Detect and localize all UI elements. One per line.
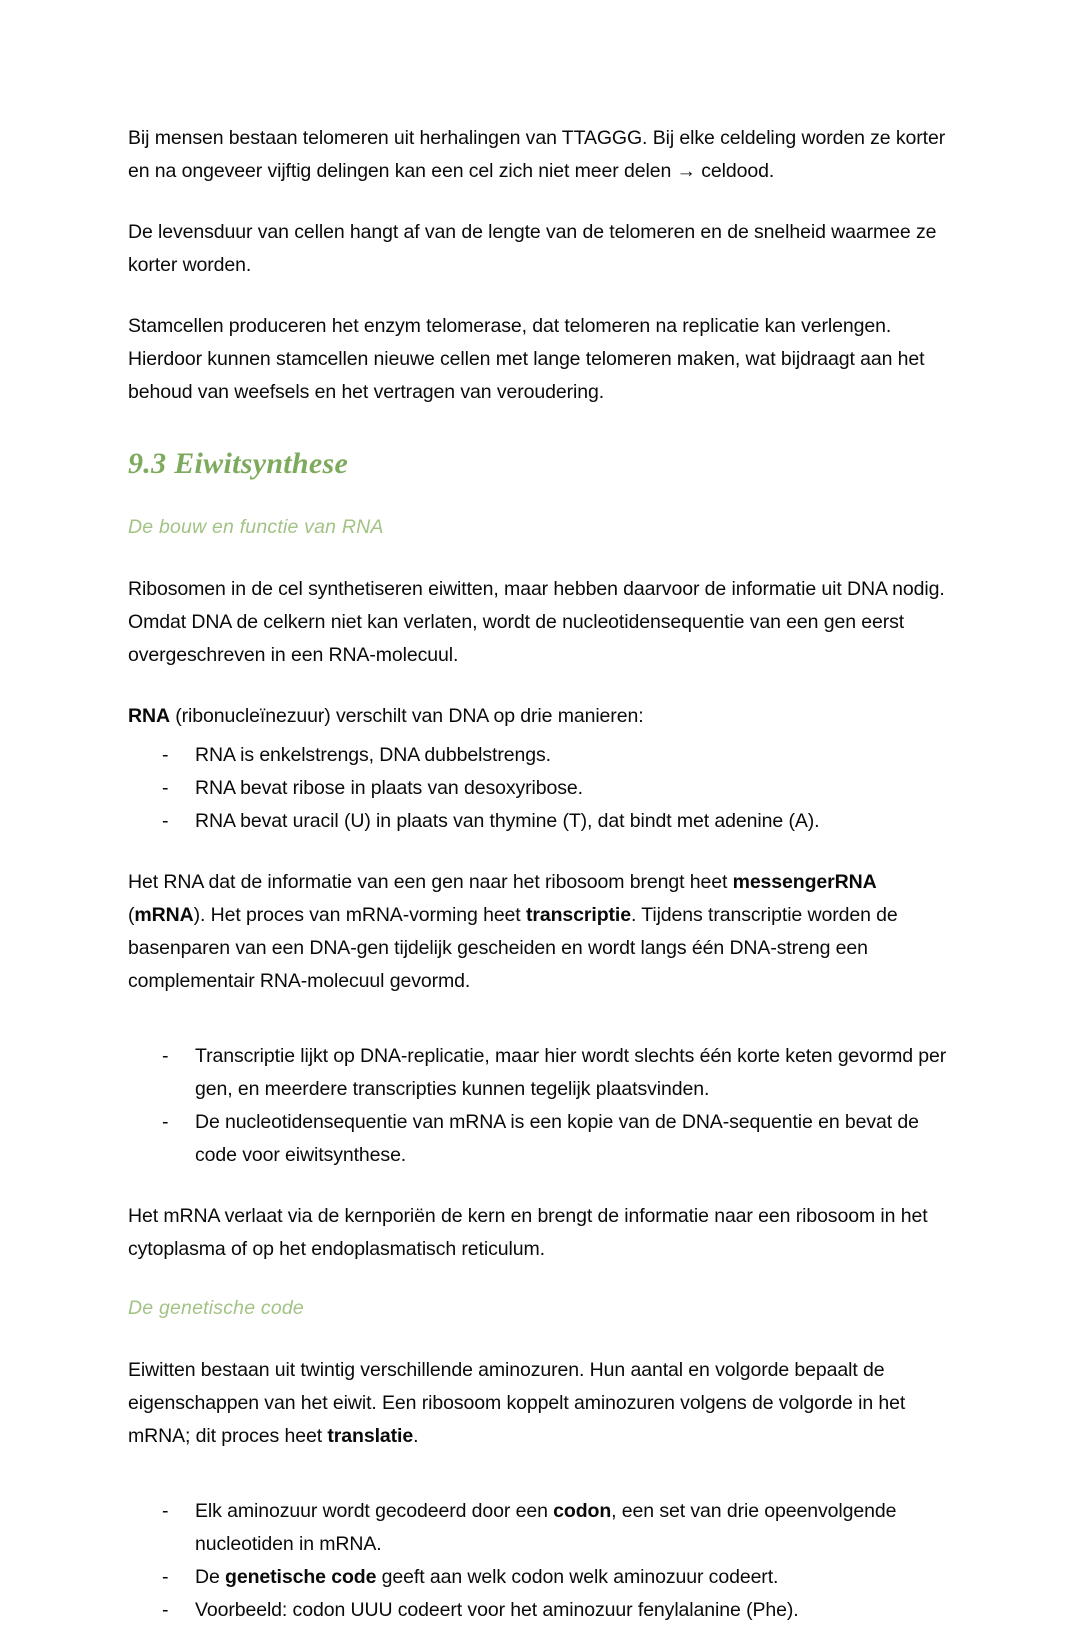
text-segment: De — [195, 1566, 226, 1588]
list-item — [162, 1106, 950, 1172]
list-marker-dash-icon: - — [162, 1045, 169, 1067]
paragraph-eiwitten-aminozuren — [128, 1354, 950, 1453]
text-segment: geeft aan welk codon welk aminozuur codeert. — [376, 1566, 779, 1588]
paragraph-messengerrna-transcriptie — [128, 866, 950, 998]
list-item-label: RNA bevat ribose in plaats van desoxyribose. — [195, 777, 583, 799]
paragraph-levensduur-cellen: De levensduur van cellen hangt af van de lengte van de telomeren en de snelheid waarmee ze korter worden. — [128, 221, 937, 276]
list-item-label: RNA is enkelstrengs, DNA dubbelstrengs. — [195, 744, 551, 766]
list-genetische-code-punten — [128, 1495, 950, 1627]
list-item — [162, 1594, 950, 1627]
list-item — [162, 1495, 950, 1561]
list-item — [162, 1040, 950, 1106]
paragraph-telomeren-herhalingen: Bij mensen bestaan telomeren uit herhalingen van TTAGGG. Bij elke celdeling worden ze korter en na ongeveer vijftig delingen kan een cel zich niet meer delen → celdood. — [128, 127, 946, 182]
list-rna-verschillen — [128, 739, 950, 838]
list-item-label: De nucleotidensequentie van mRNA is een kopie van de DNA-sequentie en bevat de code voor eiwitsynthese. — [195, 1111, 919, 1166]
list-marker-dash-icon: - — [162, 1500, 169, 1522]
paragraph-ribosomen-synthetiseren: Ribosomen in de cel synthetiseren eiwitten, maar hebben daarvoor de informatie uit DNA nodig. Omdat DNA de celkern niet kan verlaten, wordt de nucleotidensequentie van een gen eerst overgeschreven in een RNA-molecuul. — [128, 578, 945, 666]
list-item — [162, 739, 950, 772]
document-content-column — [128, 122, 950, 1627]
spacer — [128, 1026, 950, 1040]
list-marker-dash-icon: - — [162, 810, 169, 832]
list-item — [162, 772, 950, 805]
text-segment: Het RNA dat de informatie van een gen naar het ribosoom brengt heet — [128, 871, 733, 893]
list-marker-dash-icon: - — [162, 1566, 169, 1588]
text-segment: . Tijdens transcriptie worden de basenparen van een DNA-gen tijdelijk gescheiden en wordt langs één DNA-streng een complementair RNA-molecuul gevormd. — [128, 904, 898, 992]
bold-term-genetische-code: genetische code — [225, 1566, 377, 1588]
paragraph-rna-verschilt-rest: (ribonucleïnezuur) verschilt van DNA op drie manieren: — [169, 705, 644, 727]
text-segment: ( — [128, 904, 135, 926]
bold-term-transcriptie: transcriptie — [525, 904, 631, 926]
list-marker-dash-icon: - — [162, 1599, 169, 1621]
list-item — [162, 805, 950, 838]
subheading-bouw-functie-rna: De bouw en functie van RNA — [128, 516, 384, 538]
bold-term-translatie: translatie — [327, 1425, 414, 1447]
list-item — [162, 1561, 950, 1594]
list-marker-dash-icon: - — [162, 744, 169, 766]
bold-term-codon: codon — [553, 1500, 612, 1522]
list-marker-dash-icon: - — [162, 777, 169, 799]
list-marker-dash-icon: - — [162, 1111, 169, 1133]
paragraph-rna-verschilt — [128, 700, 950, 733]
bold-term-mrna: mRNA — [134, 904, 194, 926]
subheading-genetische-code: De genetische code — [128, 1297, 304, 1319]
spacer — [128, 1481, 950, 1495]
text-segment: Voorbeeld: codon UUU codeert voor het aminozuur fenylalanine (Phe). — [195, 1599, 799, 1621]
list-transcriptie-kenmerken — [128, 1040, 950, 1172]
list-item-label: RNA bevat uracil (U) in plaats van thymine (T), dat bindt met adenine (A). — [195, 810, 820, 832]
section-heading-eiwitsynthese: 9.3 Eiwitsynthese — [128, 447, 349, 480]
text-segment: . — [413, 1425, 419, 1447]
paragraph-mrna-kernporien: Het mRNA verlaat via de kernporiën de kern en brengt de informatie naar een ribosoom in het cytoplasma of op het endoplasmatisch reticulum. — [128, 1205, 928, 1260]
text-segment: ). Het proces van mRNA-vorming heet — [193, 904, 526, 926]
text-segment: Elk aminozuur wordt gecodeerd door een — [195, 1500, 554, 1522]
bold-term-rna: RNA — [128, 705, 170, 727]
bold-term-messengerrna: messengerRNA — [732, 871, 877, 893]
text-segment: Eiwitten bestaan uit twintig verschillende aminozuren. Hun aantal en volgorde bepaalt de eigenschappen van het eiwit. Een ribosoom koppelt aminozuren volgens de volgorde in het mRNA; dit proces heet — [128, 1359, 906, 1447]
list-item-label: Transcriptie lijkt op DNA-replicatie, maar hier wordt slechts één korte keten gevormd per gen, en meerdere transcripties kunnen tegelijk plaatsvinden. — [195, 1045, 947, 1100]
paragraph-stamcellen-telomerase: Stamcellen produceren het enzym telomerase, dat telomeren na replicatie kan verlengen. Hierdoor kunnen stamcellen nieuwe cellen met lange telomeren maken, wat bijdraagt aan het behoud van weefsels en het vertragen van veroudering. — [128, 315, 925, 403]
text-segment: , een set van drie opeenvolgende nucleotiden in mRNA. — [195, 1500, 897, 1555]
